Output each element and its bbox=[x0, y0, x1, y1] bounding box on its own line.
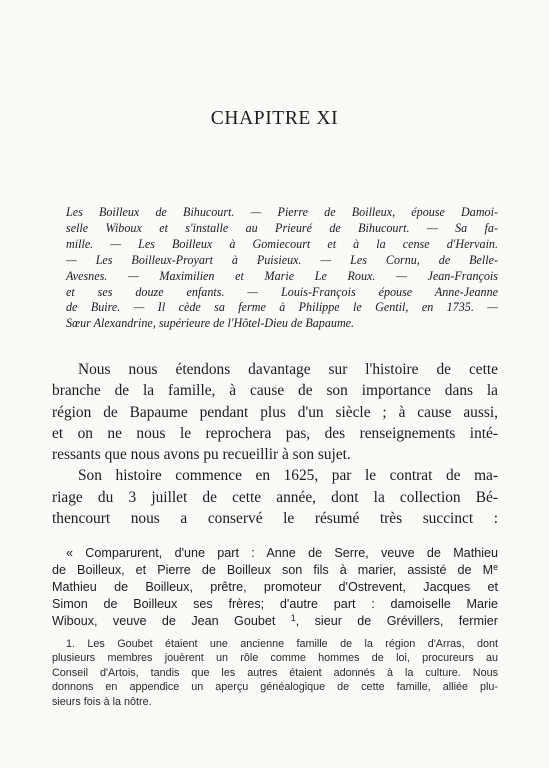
body-paragraphs bbox=[52, 359, 498, 529]
summary-line: selle Wiboux et s'installe au Prieuré de Bihucourt. — Sa fa- bbox=[66, 220, 498, 235]
body-line: branche de la famille, à cause de son importance dans la bbox=[52, 382, 498, 400]
quote-line: « Comparurent, d'une part : Anne de Serre, veuve de Mathieu bbox=[66, 546, 498, 560]
footnote-line: sieurs fois à la nôtre. bbox=[52, 695, 152, 708]
summary-line: Sœur Alexandrine, supérieure de l'Hôtel-Dieu de Bapaume. bbox=[66, 316, 355, 331]
quote-line-text: Wiboux, veuve de Jean Goubet bbox=[52, 613, 291, 628]
footnote bbox=[52, 637, 498, 709]
summary-line: mille. — Les Boilleux à Gomiecourt et à la cense d'Hervain. bbox=[66, 236, 498, 251]
summary-line: Les Boilleux de Bihucourt. — Pierre de Boilleux, épouse Damoi- bbox=[66, 205, 498, 219]
quote-line: Simon de Boilleux ses frères; d'autre part : damoiselle Marie bbox=[52, 596, 498, 611]
body-line: thencourt nous a conservé le résumé très succinct : bbox=[52, 510, 498, 528]
quote-line-text: , sieur de Grévillers, fermier bbox=[295, 613, 498, 628]
summary-line: et ses douze enfants. — Louis-François épouse Anne-Jeanne bbox=[66, 284, 498, 299]
summary-line: — Les Boilleux-Proyart à Puisieux. — Les Cornu, de Belle- bbox=[66, 252, 498, 267]
body-line: région de Bapaume pendant plus d'un siècle ; à cause aussi, bbox=[52, 403, 498, 421]
body-line: riage du 3 juillet de cette année, dont la collection Bé- bbox=[52, 488, 498, 506]
chapter-title: CHAPITRE XI bbox=[210, 108, 339, 129]
footnote-marker: 1 bbox=[290, 612, 296, 623]
chapter-summary bbox=[66, 205, 498, 332]
body-line: ressants que nous avons pu recueillir à son sujet. bbox=[52, 446, 351, 464]
summary-line: Avesnes. — Maximilien et Marie Le Roux. — Jean-François bbox=[66, 268, 498, 283]
footnote-line: 1. Les Goubet étaient une ancienne famille de la région d'Arras, dont bbox=[66, 638, 498, 650]
footnote-line: Conseil d'Artois, tandis que les autres étaient adonnés à la culture. Nous bbox=[52, 666, 498, 679]
superscript: e bbox=[493, 561, 498, 572]
summary-line: de Buire. — Il cède sa ferme à Philippe le Gentil, en 1735. — bbox=[66, 300, 498, 315]
body-line: Son histoire commence en 1625, par le contrat de ma- bbox=[78, 467, 498, 485]
quote-line bbox=[52, 613, 498, 630]
quote-line bbox=[52, 562, 498, 579]
contract-quote bbox=[52, 545, 498, 630]
quote-line-text: de Boilleux, et Pierre de Boilleux son fils à marier, assisté de M bbox=[52, 562, 494, 577]
body-line: et on ne nous le reprochera pas, des renseignements inté- bbox=[52, 424, 498, 442]
footnote-line: donnons en appendice un aperçu généalogique de cette famille, alliée plu- bbox=[52, 681, 498, 694]
quote-line: Mathieu de Boilleux, prêtre, promoteur d'Ostrevent, Jacques et bbox=[52, 579, 498, 594]
body-line: Nous nous étendons davantage sur l'histoire de cette bbox=[78, 361, 498, 378]
footnote-line: plusieurs membres jouèrent un rôle comme hommes de loi, procureurs au bbox=[52, 652, 498, 665]
